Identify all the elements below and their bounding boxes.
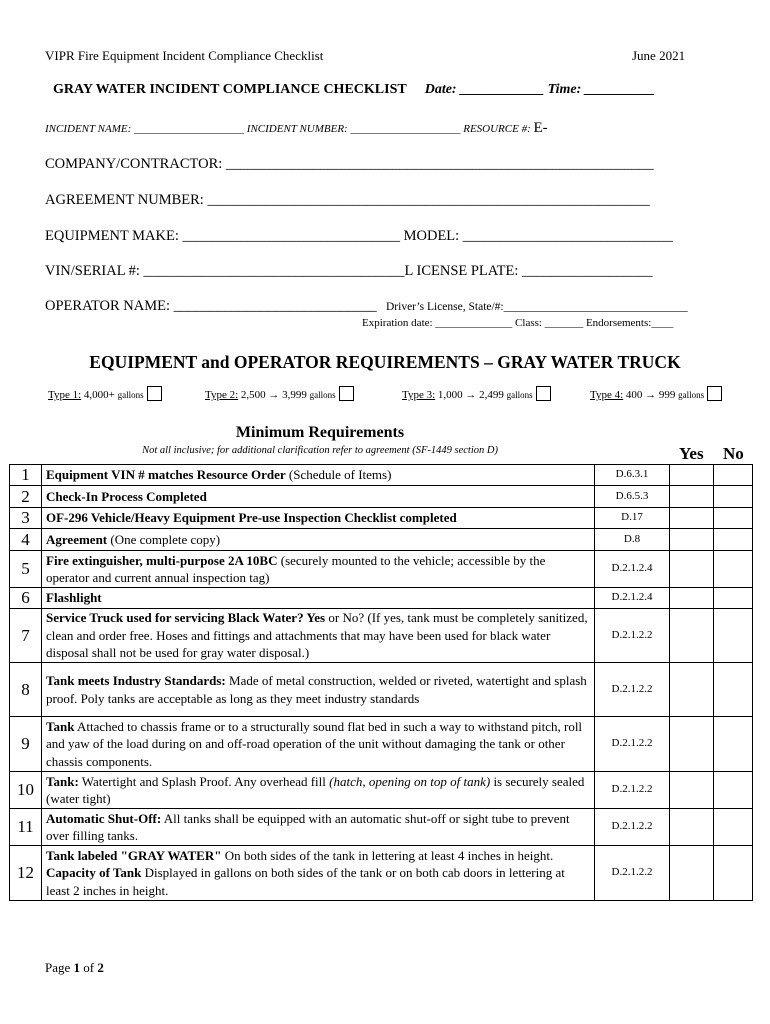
requirement-bold: Fire extinguisher, multi-purpose 2A 10BC [46,552,278,568]
type-1-checkbox[interactable] [147,386,162,401]
requirement-bold: Tank: [46,773,79,789]
table-row [10,772,753,809]
no-checkbox[interactable] [714,551,753,588]
type-unit: gallons [506,390,533,400]
no-checkbox[interactable] [714,609,753,663]
no-column-header: No [723,444,744,463]
operator-name-field[interactable]: OPERATOR NAME: ____________________________ [45,298,377,314]
drivers-license-field[interactable]: Driver’s License, State/#:________________________________ [386,301,688,313]
reference-code: D.2.1.2.4 [595,588,670,609]
requirement-bold: Tank [46,718,75,734]
page-total: 2 [97,960,104,975]
vin-license-plate-field[interactable]: VIN/SERIAL #: ____________________________________L ICENSE PLATE: __________________ [45,263,653,279]
requirement-detail: (securely mounted to the vehicle; accessible by the operator and current annual inspection tag) [46,552,546,585]
yes-checkbox[interactable] [670,508,714,529]
type-2-checkbox[interactable] [339,386,354,401]
requirement-bold: Tank labeled "GRAY WATER" [46,847,222,863]
requirement-text [42,663,595,717]
requirements-table [9,464,753,901]
table-row [10,846,753,901]
no-checkbox[interactable] [714,508,753,529]
yes-column-header: Yes [679,444,704,463]
type-4-option [590,386,722,401]
no-checkbox[interactable] [714,465,753,486]
equipment-make-model-field[interactable]: EQUIPMENT MAKE: ______________________________ MODEL: _____________________________ [45,228,674,244]
reference-code: D.2.1.2.2 [595,846,670,901]
no-checkbox[interactable] [714,529,753,551]
date-time-field[interactable]: Date: ____________ Time: __________ [424,82,655,97]
page-label: Page [45,960,74,975]
row-number: 9 [10,717,42,772]
table-row [10,551,753,588]
requirement-italic-note: (hatch, opening on top of tank) [329,773,491,789]
requirement-text [42,809,595,846]
type-unit: gallons [678,390,705,400]
incident-name-field[interactable]: INCIDENT NAME: ____________________ [45,123,245,135]
yes-checkbox[interactable] [670,772,714,809]
type-label: Type 1: [48,389,82,401]
yes-checkbox[interactable] [670,529,714,551]
requirement-text [42,508,595,529]
clarification-note: Not all inclusive; for additional clarification refer to agreement (SF-1449 section D) [142,445,498,456]
page-of-label: of [80,960,98,975]
requirement-detail: (One complete copy) [107,531,221,547]
table-row [10,809,753,846]
type-value: 1,000 → 2,499 [437,389,504,401]
requirement-bold: Agreement [46,531,108,547]
requirement-bold: Tank meets Industry Standards: [46,673,226,688]
row-number: 6 [10,588,42,609]
no-checkbox[interactable] [714,588,753,609]
requirement-detail: Attached to chassis frame or to a structurally sound flat bed in such a way to withstand pitch, roll and yaw of the load during on and off-road operation of the unit without damaging the tank or other chassis components. [46,718,583,769]
row-number: 1 [10,465,42,486]
table-row [10,465,753,486]
yes-checkbox[interactable] [670,486,714,508]
no-checkbox[interactable] [714,772,753,809]
type-1-option [48,386,162,401]
requirement-text [42,551,595,588]
requirement-detail: (Schedule of Items) [285,467,392,483]
reference-code: D.6.5.3 [595,486,670,508]
reference-code: D.2.1.2.2 [595,609,670,663]
yes-checkbox[interactable] [670,551,714,588]
yes-checkbox[interactable] [670,609,714,663]
type-4-checkbox[interactable] [707,386,722,401]
requirement-text [42,772,595,809]
no-checkbox[interactable] [714,846,753,901]
yes-checkbox[interactable] [670,717,714,772]
requirement-bold: OF-296 Vehicle/Heavy Equipment Pre-use Inspection Checklist completed [46,510,457,526]
type-label: Type 4: [590,389,624,401]
yes-checkbox[interactable] [670,846,714,901]
yes-checkbox[interactable] [670,663,714,717]
requirement-text [42,529,595,551]
incident-line [45,120,548,137]
requirement-detail: Made of metal construction, welded or riveted, watertight and splash proof. Poly tanks are acceptable as long as they meet industry standards [46,673,587,706]
table-row [10,717,753,772]
type-2-option [205,386,354,401]
company-contractor-field[interactable]: COMPANY/CONTRACTOR: ___________________________________________________________ [45,156,654,172]
requirement-text [42,588,595,609]
table-row [10,486,753,508]
row-number: 7 [10,609,42,663]
requirement-detail-cont: is securely sealed (water tight) [46,773,585,806]
requirement-bold: Equipment VIN # matches Resource Order [46,467,286,483]
resource-number-value[interactable]: E- [533,120,548,136]
requirement-detail: All tanks shall be equipped with an automatic shut-off or sight tube to prevent over filling tanks. [46,810,570,843]
document-title: VIPR Fire Equipment Incident Compliance Checklist [45,48,324,63]
no-checkbox[interactable] [714,717,753,772]
no-checkbox[interactable] [714,663,753,717]
table-row [10,588,753,609]
document-date: June 2021 [632,48,686,63]
minimum-requirements-title: Minimum Requirements [235,424,405,441]
table-row [10,609,753,663]
no-checkbox[interactable] [714,486,753,508]
type-value: 400 → 999 [625,389,676,401]
row-number: 3 [10,508,42,529]
row-number: 11 [10,809,42,846]
requirement-detail: or No? (If yes, tank must be completely sanitized, clean and order free. Hoses and fittings and attachments that may have been used for black water disposal shall not be used for gray water disposal.) [46,610,588,661]
type-value: 2,500 → 3,999 [240,389,307,401]
requirement-bold-cont: Capacity of Tank [46,865,142,881]
row-number: 8 [10,663,42,717]
type-3-checkbox[interactable] [536,386,551,401]
requirement-text [42,846,595,901]
reference-code: D.2.1.2.2 [595,717,670,772]
yes-checkbox[interactable] [670,465,714,486]
yes-checkbox[interactable] [670,809,714,846]
table-row [10,529,753,551]
agreement-number-field[interactable]: AGREEMENT NUMBER: _____________________________________________________________ [45,192,650,208]
reference-code: D.8 [595,529,670,551]
incident-number-field[interactable]: INCIDENT NUMBER: ____________________ [246,123,461,135]
requirement-bold: Service Truck used for servicing Black Water? Yes [46,610,326,626]
reference-code: D.2.1.2.4 [595,551,670,588]
checklist-title: GRAY WATER INCIDENT COMPLIANCE CHECKLIST [53,82,407,97]
reference-code: D.2.1.2.2 [595,772,670,809]
type-label: Type 2: [205,389,239,401]
type-unit: gallons [117,390,144,400]
no-checkbox[interactable] [714,809,753,846]
row-number: 2 [10,486,42,508]
requirement-bold: Flashlight [46,590,102,606]
requirement-text [42,717,595,772]
row-number: 10 [10,772,42,809]
checklist-title-line [53,82,655,98]
requirement-text [42,609,595,663]
row-number: 12 [10,846,42,901]
reference-code: D.2.1.2.2 [595,809,670,846]
row-number: 5 [10,551,42,588]
reference-code: D.2.1.2.2 [595,663,670,717]
requirement-bold: Automatic Shut-Off: [46,810,162,826]
requirement-text [42,486,595,508]
yes-checkbox[interactable] [670,588,714,609]
row-number: 4 [10,529,42,551]
section-title: EQUIPMENT and OPERATOR REQUIREMENTS – GRAY WATER TRUCK [89,352,681,372]
page-current: 1 [73,960,81,975]
type-3-option [402,386,551,401]
requirement-text [42,465,595,486]
table-row [10,508,753,529]
type-label: Type 3: [402,389,436,401]
type-unit: gallons [309,390,336,400]
requirement-detail-cont: Displayed in gallons on both sides of the tank or on both cab doors in lettering at least 2 inches in height. [46,865,565,898]
reference-code: D.6.3.1 [595,465,670,486]
expiration-class-endorsements-field[interactable]: Expiration date: ______________ Class: _______ Endorsements:____ [362,317,674,329]
reference-code: D.17 [595,508,670,529]
page-number [45,960,104,976]
requirement-bold: Check-In Process Completed [46,488,207,504]
requirement-detail: On both sides of the tank in lettering at least 4 inches in height. [221,847,554,863]
table-row [10,663,753,717]
type-value: 4,000+ [83,389,115,401]
requirement-detail: Watertight and Splash Proof. Any overhead fill [78,773,330,789]
resource-number-label: RESOURCE #: [463,123,531,135]
